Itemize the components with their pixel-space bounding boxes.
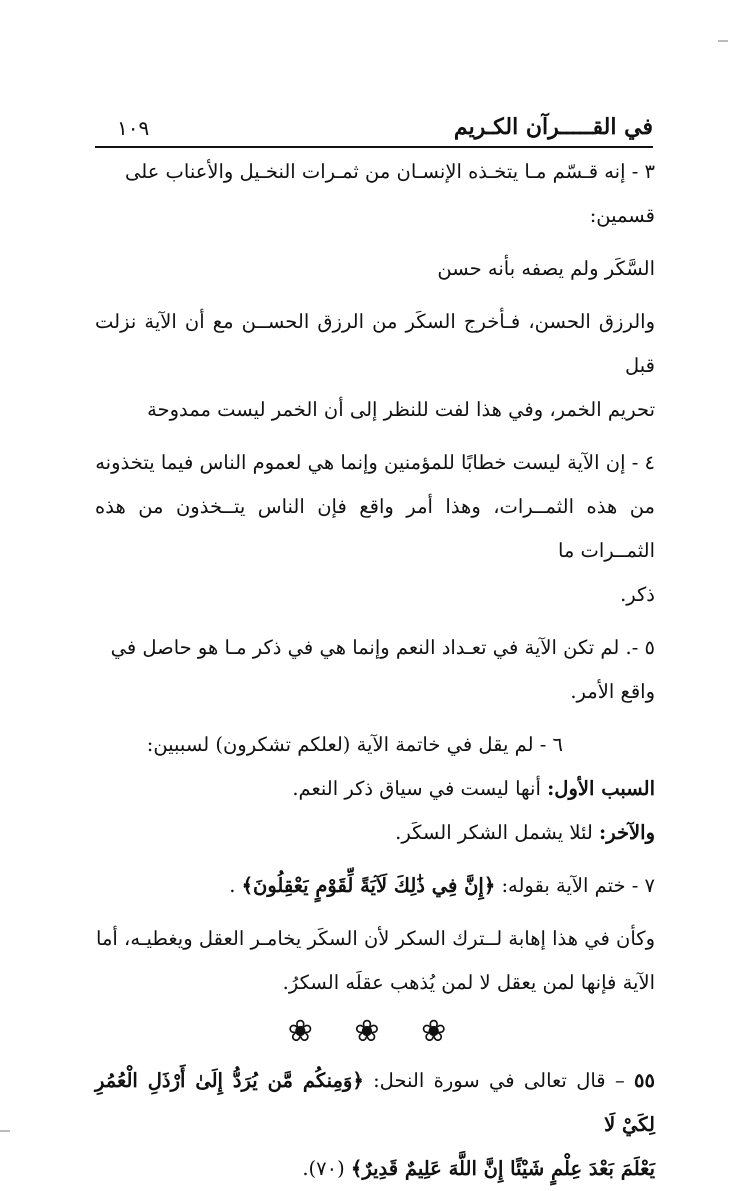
page-number: ١٠٩ — [117, 116, 150, 140]
point-6-reason-2 — [95, 811, 655, 855]
reason-2-text: لئلا يشمل الشكر السكَر. — [395, 821, 600, 844]
point-5-line-2: واقع الأمر. — [570, 680, 655, 703]
reason-1-text: أنها ليست في سياق ذكر النعم. — [292, 777, 548, 800]
point-7-prefix: ٧ - ختم الآية بقوله: — [495, 874, 655, 897]
running-title: في القـــــرآن الكـريم — [453, 114, 653, 140]
page-body — [95, 150, 655, 1191]
point-4-line-2: من هذه الثمــرات، وهذا أمر واقع فإن الناس يتــخذون من هذه الثمــرات ما — [95, 495, 655, 562]
section-55-reference: (٧٠). — [302, 1157, 351, 1180]
point-4-line-3: ذكر. — [620, 583, 655, 606]
point-6-line-1: ٦ - لم يقل في خاتمة الآية (لعلكم تشكرون) لسببين: — [146, 733, 563, 756]
point-7 — [95, 864, 655, 908]
point-3-line-2: قسمين: — [589, 204, 655, 227]
point-3-line-4: والرزق الحسن، فـأخرج السكَر من الرزق الحســن مع أن الآية نزلت قبل — [95, 310, 655, 377]
scan-edge-mark — [0, 1130, 10, 1132]
point-3-line-3: السَّكَر ولم يصفه بأنه حسن — [437, 257, 655, 280]
section-55-verse-2: يَعْلَمَ بَعْدَ عِلْمٍ شَيْئًا إِنَّ اللَّهَ عَلِيمٌ قَدِيرٌ﴾ — [350, 1157, 655, 1180]
section-divider-ornaments: ❀ ❀ ❀ — [287, 1014, 463, 1049]
page-header — [95, 112, 653, 148]
point-7-suffix: . — [229, 874, 242, 897]
point-7-verse: ﴿إِنَّ فِي ذَٰلِكَ لَآيَةً لِّقَوْمٍ يَعْقِلُونَ﴾ — [241, 874, 496, 897]
point-3-line-5: تحريم الخمر، وفي هذا لفت للنظر إلى أن الخمر ليست ممدوحة — [147, 398, 655, 421]
conclusion-line-2: الآية فإنها لمن يعقل لا لمن يُذهب عقلَه السكرُ. — [282, 971, 655, 994]
section-55-line-2 — [95, 1147, 655, 1191]
point-3-line-1: ٣ - إنه قـسّم مـا يتخـذه الإنسـان من ثمـرات النخـيل والأعناب على — [124, 160, 655, 183]
conclusion-line-1: وكأن في هذا إهابة لــترك السكر لأن السكَر يخامـر العقل ويغطيـه، أما — [96, 927, 655, 950]
point-5-line-1: ٥ -. لم تكن الآية في تعـداد النعم وإنما هي في ذكر مـا هو حاصل في — [110, 636, 655, 659]
point-6-reason-1 — [95, 767, 655, 811]
point-4-line-1: ٤ - إن الآية ليست خطابًا للمؤمنين وإنما هي لعموم الناس فيما يتخذونه — [95, 451, 655, 474]
reason-1-label: السبب الأول: — [547, 777, 655, 800]
section-55-line-1 — [95, 1059, 655, 1147]
reason-2-label: والآخر: — [599, 821, 655, 844]
section-55-verse-1: ﴿وَمِنكُم مَّن يُرَدُّ إِلَىٰ أَرْذَلِ الْعُمُرِ لِكَيْ لَا — [95, 1069, 655, 1136]
scan-edge-mark — [718, 40, 728, 42]
section-55-number: ٥٥ — [634, 1069, 655, 1092]
section-55-intro: – قال تعالى في سورة النحل: — [363, 1069, 635, 1092]
